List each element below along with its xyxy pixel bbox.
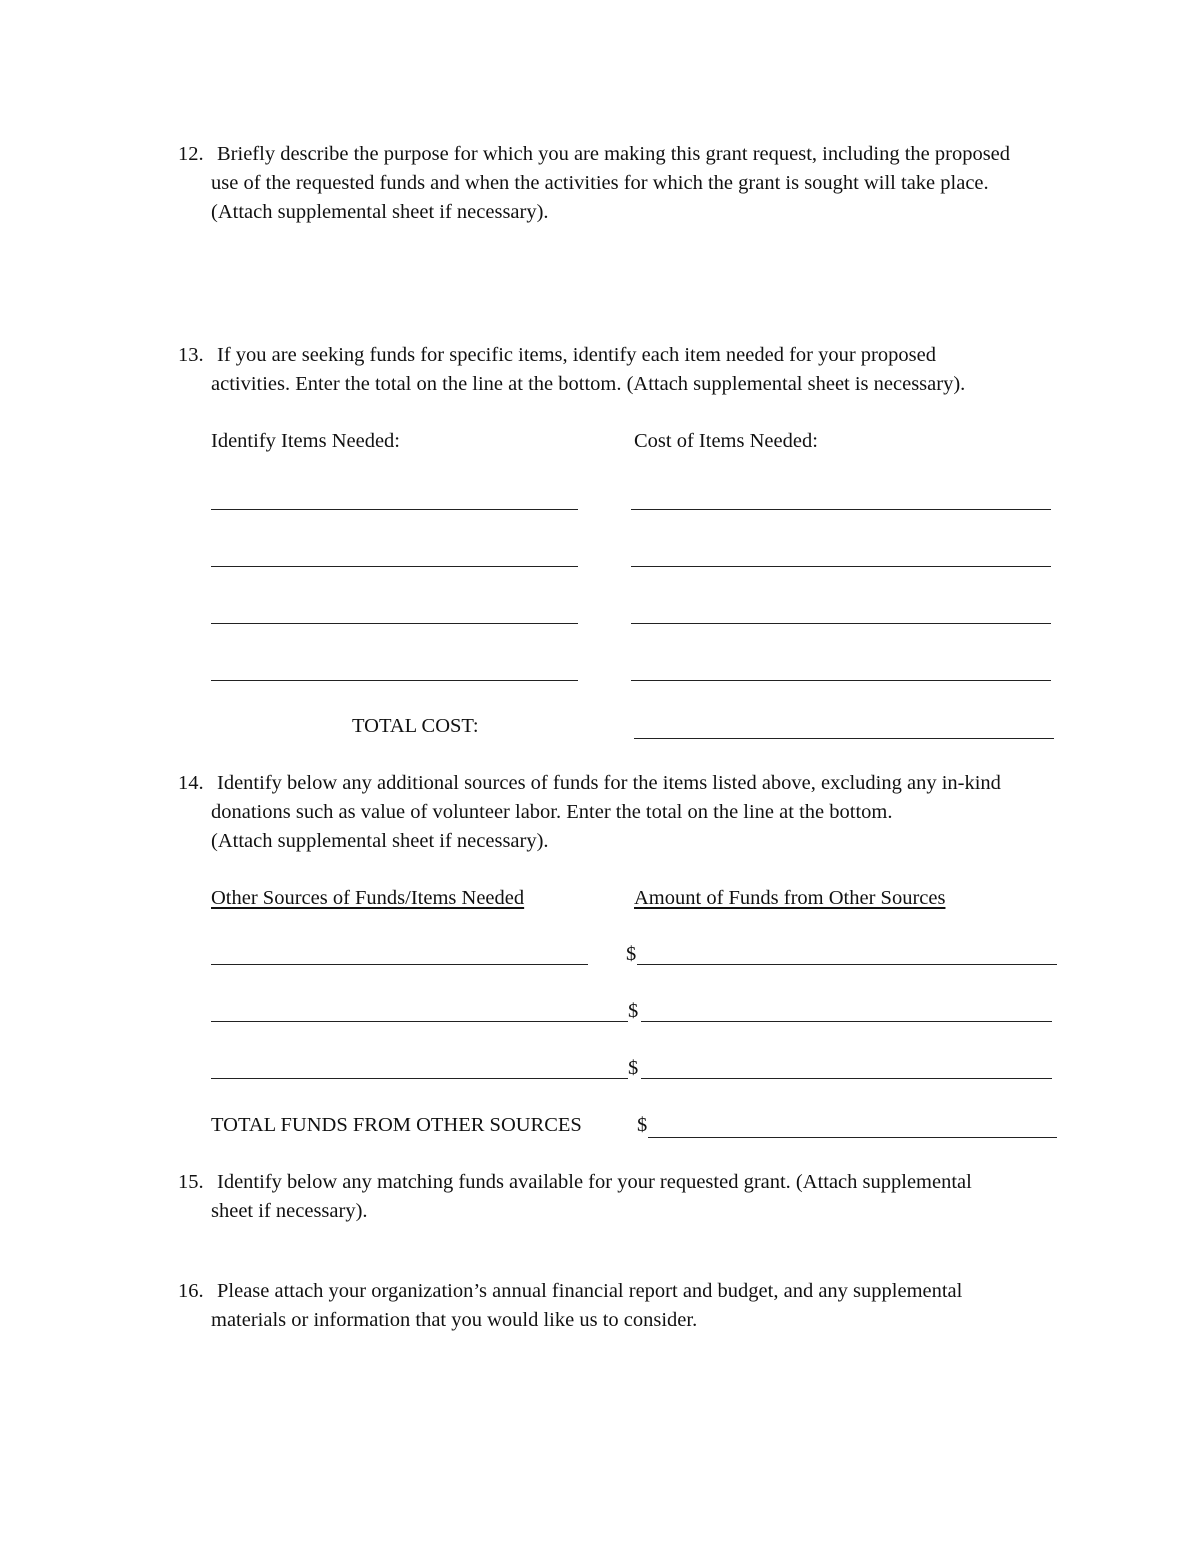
question-text-line: activities. Enter the total on the line at the bottom. (Attach supplemental sheet is necessary). <box>211 373 966 395</box>
dollar-sign: $ <box>626 943 637 965</box>
dollar-sign: $ <box>628 1057 639 1079</box>
column-header-cost: Cost of Items Needed: <box>634 430 818 452</box>
cost-line[interactable] <box>631 680 1051 681</box>
question-text-line: (Attach supplemental sheet if necessary). <box>211 201 549 223</box>
source-line[interactable] <box>211 1078 628 1079</box>
total-funds-label: TOTAL FUNDS FROM OTHER SOURCES <box>211 1114 582 1136</box>
question-text-line: Identify below any additional sources of funds for the items listed above, excluding any in-kind <box>217 772 1001 794</box>
source-line[interactable] <box>211 964 588 965</box>
question-number: 16. <box>178 1280 204 1302</box>
question-number: 12. <box>178 143 204 165</box>
column-header-items: Identify Items Needed: <box>211 430 400 452</box>
question-text-line: donations such as value of volunteer labor. Enter the total on the line at the bottom. <box>211 801 893 823</box>
cost-line[interactable] <box>631 623 1051 624</box>
question-number: 13. <box>178 344 204 366</box>
question-text-line: Identify below any matching funds available for your requested grant. (Attach supplemental <box>217 1171 972 1193</box>
item-line[interactable] <box>211 566 578 567</box>
column-header-sources: Other Sources of Funds/Items Needed <box>211 887 525 909</box>
total-funds-line[interactable] <box>648 1137 1057 1138</box>
cost-line[interactable] <box>631 566 1051 567</box>
column-header-amount: Amount of Funds from Other Sources <box>634 887 946 909</box>
item-line[interactable] <box>211 623 578 624</box>
question-number: 14. <box>178 772 204 794</box>
total-cost-line[interactable] <box>634 738 1054 739</box>
source-line[interactable] <box>211 1021 628 1022</box>
dollar-sign: $ <box>637 1114 648 1136</box>
question-text-line: (Attach supplemental sheet if necessary). <box>211 830 549 852</box>
cost-line[interactable] <box>631 509 1051 510</box>
item-line[interactable] <box>211 509 578 510</box>
question-text-line: sheet if necessary). <box>211 1200 368 1222</box>
dollar-sign: $ <box>628 1000 639 1022</box>
amount-line[interactable] <box>641 1021 1052 1022</box>
question-text-line: materials or information that you would like us to consider. <box>211 1309 698 1331</box>
amount-line[interactable] <box>641 1078 1052 1079</box>
question-text-line: Please attach your organization’s annual financial report and budget, and any supplemental <box>217 1280 963 1302</box>
amount-line[interactable] <box>637 964 1057 965</box>
question-text-line: Briefly describe the purpose for which you are making this grant request, including the proposed <box>217 143 1011 165</box>
total-cost-label: TOTAL COST: <box>352 715 479 737</box>
question-text-line: use of the requested funds and when the activities for which the grant is sought will take place. <box>211 172 989 194</box>
question-number: 15. <box>178 1171 204 1193</box>
question-text-line: If you are seeking funds for specific items, identify each item needed for your proposed <box>217 344 936 366</box>
item-line[interactable] <box>211 680 578 681</box>
